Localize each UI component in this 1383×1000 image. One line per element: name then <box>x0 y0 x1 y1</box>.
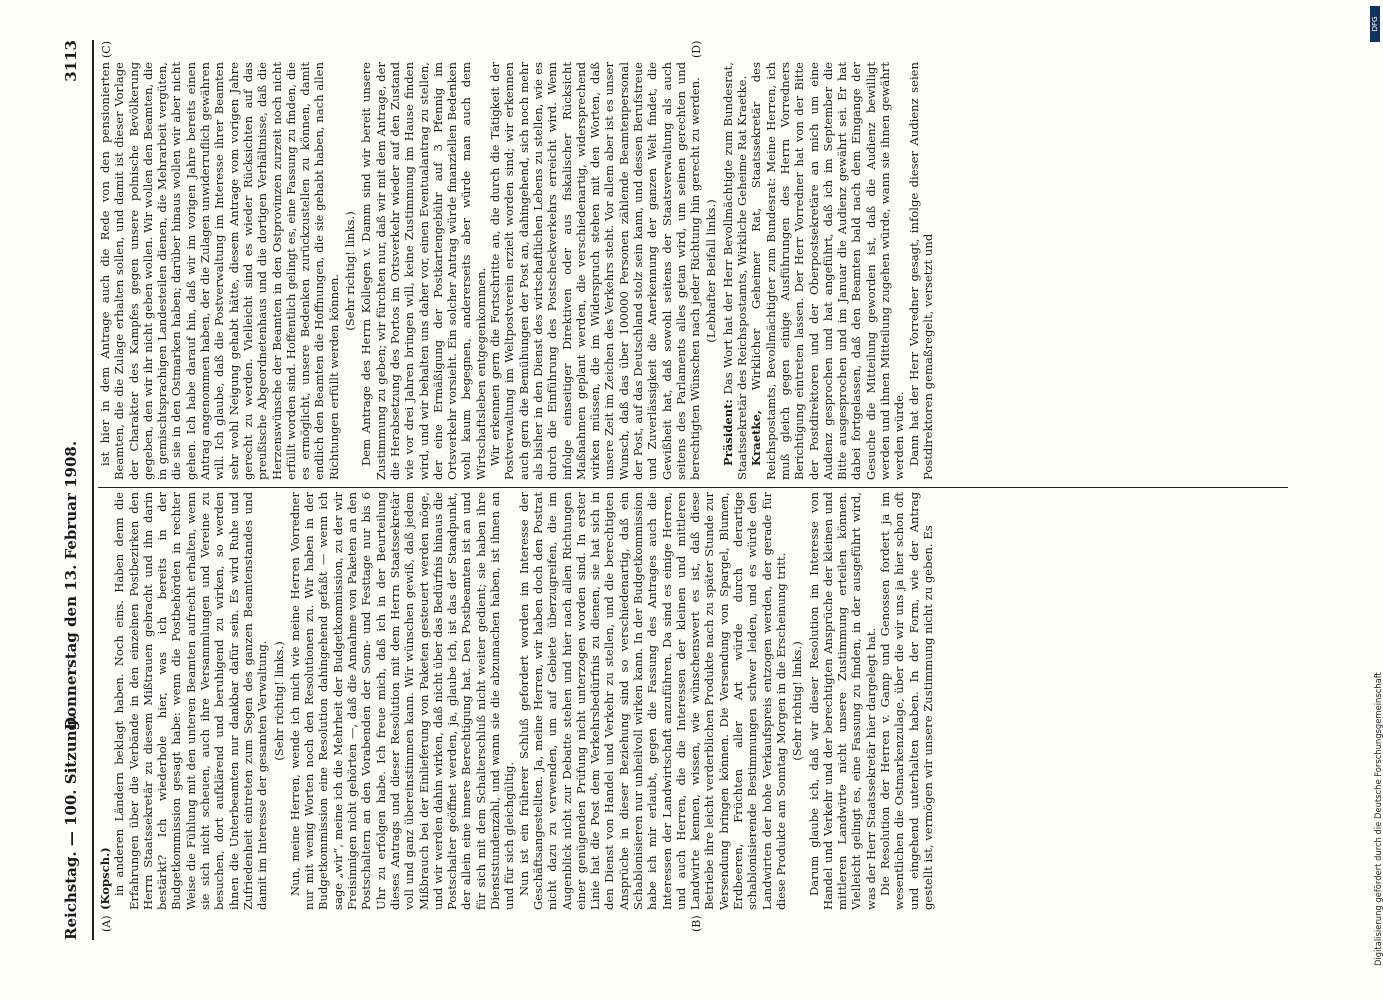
dfg-logo-text: DFG <box>1371 16 1379 32</box>
interjection: (Sehr richtig! links.) <box>343 211 358 331</box>
paragraph: Dem Antrage des Herrn Kollegen v. Damm sind wir bereit unsere Zustimmung zu geben; wir fürchten nur, daß wir mit dem Antrage, der die Herabsetzung des Portos im Ortsverkehr wieder auf den Zustand wie vor drei Jahren bringen will, keine Zustimmung im Hause finden wird, und wir behalten uns daher vor, einen Eventualantrag zu stellen, der eine Ermäßigung der Postkartengebühr auf 3 Pfennig im Ortsverkehr vorsieht. Ein solcher Antrag würde finanziellen Bedenken wohl kaum begegnen, andererseits aber würde man auch dem Wirtschaftsleben entgegenkommen. <box>359 62 488 480</box>
running-header <box>62 40 88 940</box>
margin-mark-d: (D) <box>690 40 703 58</box>
paragraph: Kraetke, Wirklicher Geheimer Rat, Staatssekretär des Reichspostamts, Bevollmächtigter zum Bundesrat: Meine Herren, ich muß gleich gegen einige Ausführungen des Herrn Vorredners Berichtigung eintreten lassen. Der Herr Vorredner hat von der Bitte der Postdirektoren und der Oberpostsekretäre an mich um eine Audienz gesprochen und hat angeführt, daß ich im September die Bitte ausgesprochen und im Januar die Audienz gewährt sei. Er hat dabei fortgelassen, daß den Beamten bald nach dem Eingange der Gesuche die Mitteilung geworden ist, daß die Audienz bewilligt werden und ihnen Mitteilung zugehen würde, wann sie ihnen gewährt werden würde. <box>749 62 907 480</box>
paragraph: Darum glaube ich, daß wir dieser Resolution im Interesse von Handel und Verkehr und der berechtigten Ansprüche der kleinen und mittleren Landwirte nicht unsere Zustimmung erteilen können. Vielleicht gelingt es, eine Fassung zu finden, in der ausgeführt wird, was der Herr Staatssekretär hier dargelegt hat. <box>806 492 878 910</box>
margin-mark-b: (B) <box>690 915 703 932</box>
paragraph: Präsident: Das Wort hat der Herr Bevollmächtigte zum Bundesrat, Staatssekretär des Reichspostamts, Wirkliche Geheime Rat Kraetke. <box>720 62 750 480</box>
paragraph: Wir erkennen gern die Fortschritte an, die durch die Tätigkeit der Postverwaltung im Weltpostverein erzielt worden sind; wir erkennen auch gern die Bemühungen der Post an, dahingehend, sich noch mehr als bisher in den Dienst des wirtschaftlichen Lebens zu stellen, wie es durch die Einführung des Postscheckverkehrs erreicht wird. Wenn infolge einseitiger Direktiven oder aus fiskalischer Rücksicht Maßnahmen geplant werden, die verschiedenartig, widersprechend wirken müssen, die im Widerspruch stehen mit den Worten, daß unsere Zeit im Zeichen des Verkehrs steht. Vor allem aber ist es unser Wunsch, daß das über 100000 Personen zählende Beamtenpersonal der Post, auf das Deutschland stolz sein kann, und dessen Berufstreue und Zuverlässigkeit die Anerkennung der ganzen Welt findet, die Gewißheit hat, daß sowohl seitens der Staatsverwaltung als auch seitens des Parlaments alles getan wird, um seinen gerechten und berechtigten Wünschen nach jeder Richtung hin gerecht zu werden. <box>488 62 703 480</box>
paragraph: ist hier in dem Antrage auch die Rede von den pensionierten Beamten, die die Zulage erhalten sollen, und damit ist dieser Vorlage der Charakter des Kampfes gegen unsere polnische Bevölkerung gegeben, den wir ihr nicht geben wollen. Wir wollen den Beamten, die in gemischtsprachigen Landesteilen dienen, die Mehrarbeit vergüten, die sie in den Ostmarken haben; darüber hinaus wollen wir aber nicht gehen. Ich habe darauf hin, daß wir im vorigen Jahre bereits einen Antrag angenommen haben, der die Zulagen unwiderruflich gewähren will. Ich glaube, daß die Postverwaltung im Interesse ihrer Beamten sehr wohl Neigung gehabt hätte, diesem Antrage vom vorigen Jahre gerecht zu werden. Vielleicht sind es wieder Rücksichten auf das preußische Abgeordnetenhaus und die dortigen Verhältnisse, daß die Herzenswünsche der Beamten in den Ostprovinzen zurzeit noch nicht erfüllt worden sind. Hoffentlich gelingt es, eine Fassung zu finden, die es ermöglicht, unsere Bedenken zurückzustellen zu können, damit endlich den Beamten die Hoffnungen, die sie gehabt haben, nach allen Richtungen erfüllt werden können. <box>98 62 341 480</box>
paragraph: Nun ist ein früherer Schluß gefordert worden im Interesse der Geschäftsangestellten. Ja, meine Herren, wir haben doch den Postrat nicht dazu zu verwenden, um auf Gebiete überzugreifen, die im Augenblick nicht zur Debatte stehen und hier nach allen Richtungen einer genügenden Prüfung nicht unterzogen worden sind. In erster Linie hat die Post dem Verkehrsbedürfnis zu dienen, sie hat sich in den Dienst von Handel und Verkehr zu stellen, und die berechtigten Ansprüche in dieser Beziehung sind so verschiedenartig, daß ein Schablonisieren nur unheilvoll wirken kann. In der Budgetkommission habe ich mir erlaubt, gegen die Fassung des Antrages auch die Interessen der Landwirtschaft anzuführen. Da sind es einige Herren, und auch Herren, die die Interessen der kleinen und mittleren Landwirte kennen, wissen, wie wünschenswert es ist, daß diese Betriebe ihre leicht verderblichen Produkte nach zu später Stunde zur Versendung bringen können. Die Versendung von Spargel, Blumen, Erdbeeren, Früchten aller Art würde durch derartige schablonisierende Bestimmungen schwer leiden, und es würde den Landwirten der hohe Verkaufspreis entzogen werden, der gerade für diese Produkte am Sonntag Morgen in die Erscheinung tritt. <box>516 492 788 910</box>
interjection: (Lebhafter Beifall links.) <box>704 199 719 343</box>
paragraph: Die Resolution der Herren v. Gamp und Genossen fordert ja im wesentlichen die Ostmarkenzulage, über die wir uns ja hier schon oft und eingehend unterhalten haben. In der Form, wie der Antrag gestellt ist, vermögen wir unsere Zustimmung nicht zu geben. Es <box>878 492 935 910</box>
speaker-name: Präsident: <box>720 394 735 466</box>
digitization-credit <box>1373 46 1383 966</box>
right-column <box>98 62 1283 480</box>
interjection: (Sehr richtig! links.) <box>790 641 805 761</box>
interjection: (Sehr richtig! links.) <box>271 641 286 761</box>
paragraph: Nun, meine Herren, wende ich mich wie meine Herren Vorredner nur mit wenig Worten noch den Resolutionen zu. Wir haben in der Budgetkommission eine Resolution dahingehend gefaßt — wenn ich sage „wir“, meine ich die Mehrheit der Budgetkommission, zu der wir Freisinnigen nicht gehörten —, daß die Annahme von Paketen an den Postschaltern an den Vorabenden der Sonn- und Festtage nur bis 6 Uhr zu erfolgen habe. Ich freue mich, daß ich in der Beurteilung dieses Antrags und dieser Resolution mit dem Herrn Staatssekretär voll und ganz übereinstimmen kann. Wir wünschen gewiß, daß jedem Mißbrauch bei der Einlieferung von Paketen gesteuert werden möge, und wir werden dahin wirken, daß nicht über das Bedürfnis hinaus die Postschalter geöffnet werden, ja, glaube ich, ist das der Standpunkt, der allein eine innere Berechtigung hat. Den Postbeamten ist an und für sich mit dem Schalterschluß nicht weiter gedient; sie haben ihre Dienststundenzahl, und wann sie die abzumachen haben, ist ihnen an und für sich gleichgültig. <box>287 492 517 910</box>
page-number: 3113 <box>62 40 80 82</box>
header-date: Donnerstag den 13. Februar 1908. <box>62 440 80 730</box>
header-session: Reichstag. — 100. Sitzung. <box>62 714 80 940</box>
credit-text: Digitalisierung gefördert durch die Deutsche Forschungsgemeinschaft <box>1373 672 1383 966</box>
column-rule <box>98 487 1288 488</box>
dfg-logo <box>1370 6 1380 42</box>
paragraph: in anderen Ländern beklagt haben. Noch eins. Haben denn die Erfahrungen über die Verbände in den einzelnen Postbezirken den Herrn Staatssekretär zu diesem Mißtrauen gebracht und ihn darin bestärkt? Ich wiederhole hier, was ich bereits in der Budgetkommission gesagt habe: wenn die Postbehörden in rechter Weise die Fühlung mit den unteren Beamten aufrecht erhalten, wenn sie sich nicht scheuen, auch ihre Versammlungen und Vereine zu besuchen, dort aufklärend und beruhigend zu wirken, so werden ihnen die Unterbeamten nur dankbar dafür sein. Es wird Ruhe und Zufriedenheit eintreten zum Segen des ganzen Beamtenstandes und damit im Interesse der gesamten Verwaltung. <box>112 492 270 910</box>
paragraph: Dann hat der Herr Vorredner gesagt, infolge dieser Audienz seien Postdirektoren gemaßregelt, versetzt und <box>906 62 935 480</box>
speaker-name: Kraetke, <box>749 390 764 466</box>
speaker-label: (Kopsch.) <box>98 847 112 910</box>
left-column <box>98 492 1283 910</box>
margin-mark-a: (A) <box>100 915 113 932</box>
margin-mark-c: (C) <box>100 41 113 58</box>
header-rule <box>92 40 94 940</box>
